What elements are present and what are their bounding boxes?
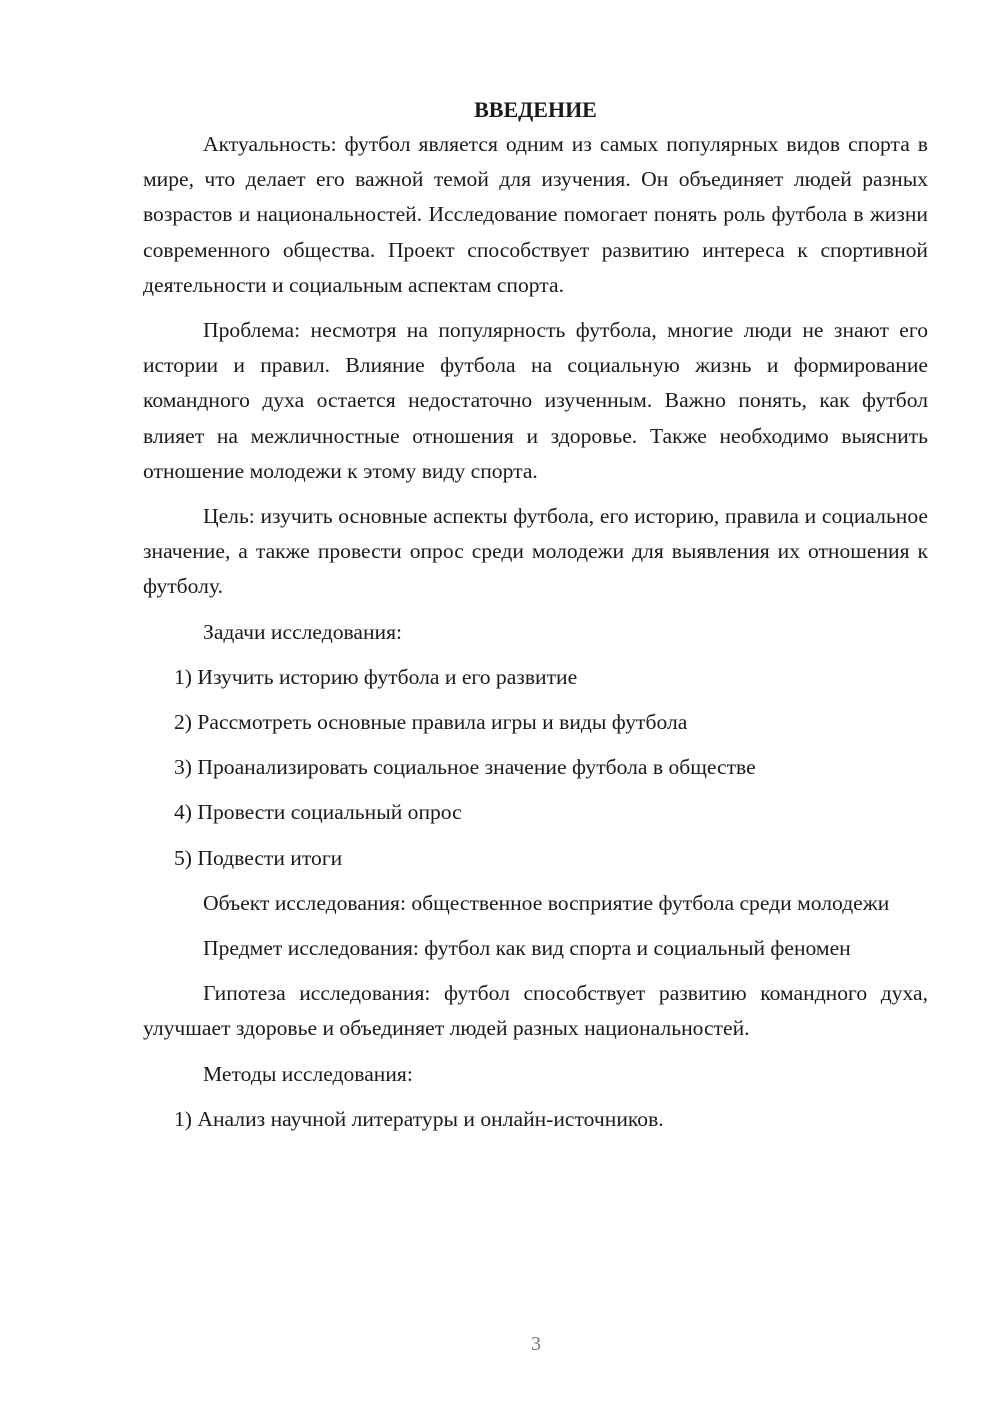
problem-paragraph: Проблема: несмотря на популярность футбола, многие люди не знают его истории и правил. Влияние футбола на социальную жизнь и формирование командного духа остается недостаточно изученным. Важно понять, как футбол влияет на межличностные отношения и здоровье. Также необходимо выяснить отношение молодежи к этому виду спорта. (143, 318, 928, 483)
subject-paragraph: Предмет исследования: футбол как вид спорта и социальный феномен (203, 936, 851, 961)
task-item-2: 2) Рассмотреть основные правила игры и виды футбола (174, 710, 688, 735)
object-paragraph: Объект исследования: общественное восприятие футбола среди молодежи (203, 890, 890, 915)
tasks-heading: Задачи исследования: (203, 619, 403, 644)
methods-heading: Методы исследования: (203, 1061, 413, 1086)
hypothesis-paragraph: Гипотеза исследования: футбол способствует развитию командного духа, улучшает здоровье и объединяет людей разных национальностей. (143, 981, 928, 1041)
page-number: 3 (531, 1333, 541, 1355)
method-item-1: 1) Анализ научной литературы и онлайн-источников. (174, 1106, 664, 1131)
section-title: ВВЕДЕНИЕ (474, 97, 597, 122)
relevance-paragraph: Актуальность: футбол является одним из самых популярных видов спорта в мире, что делает его важной темой для изучения. Он объединяет людей разных возрастов и национальностей. Исследование помогает понять роль футбола в жизни современного общества. Проект способствует развитию интереса к спортивной деятельности и социальным аспектам спорта. (143, 132, 928, 297)
page-content (143, 92, 928, 1147)
task-item-1: 1) Изучить историю футбола и его развитие (174, 664, 578, 689)
task-item-4: 4) Провести социальный опрос (174, 800, 462, 825)
task-item-3: 3) Проанализировать социальное значение футбола в обществе (174, 755, 756, 780)
goal-paragraph: Цель: изучить основные аспекты футбола, его историю, правила и социальное значение, а также провести опрос среди молодежи для выявления их отношения к футболу. (143, 504, 928, 599)
task-item-5: 5) Подвести итоги (174, 845, 343, 870)
